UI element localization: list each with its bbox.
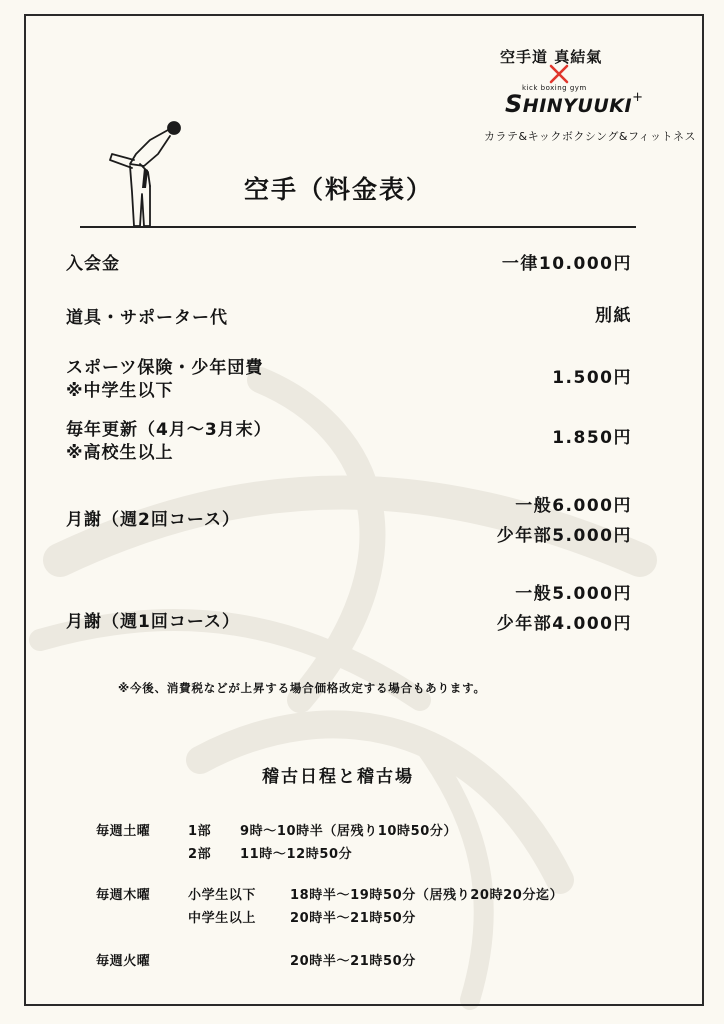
schedule-title: 稽古日程と稽古場 (262, 767, 414, 787)
schedule-thursday-time2: 20時半～21時50分 (290, 911, 416, 926)
fee-sublabel-insurance: ※中学生以下 (66, 381, 174, 401)
fee-label-monthly-2x: 月謝（週2回コース） (66, 510, 240, 530)
gym-subtitle: kick boxing gym (522, 84, 587, 92)
schedule-saturday-part1: 1部 (188, 824, 212, 839)
schedule-saturday-part2: 2部 (188, 847, 212, 862)
fee-price-renewal: 1.850円 (552, 428, 632, 448)
logo-plus: + (632, 90, 644, 105)
fee-label-monthly-1x: 月謝（週1回コース） (66, 612, 240, 632)
logo-initial: S (505, 90, 523, 118)
fee-price-enrollment: 一律10.000円 (501, 254, 632, 274)
schedule-saturday-time1: 9時～10時半（居残り10時50分） (240, 824, 458, 839)
fee-price-monthly-1x-junior: 少年部4.000円 (496, 614, 632, 634)
bowing-karateka-icon (104, 114, 190, 230)
logo-text: HINYUUKI (522, 95, 633, 117)
fee-price-equipment: 別紙 (595, 306, 632, 326)
schedule-day-saturday: 毎週土曜 (96, 824, 151, 839)
schedule-thursday-time1: 18時半～19時50分（居残り20時20分迄） (290, 888, 564, 903)
schedule-day-tuesday: 毎週火曜 (96, 954, 151, 969)
dojo-name: 空手道 真結氣 (500, 48, 603, 66)
fee-price-monthly-1x-general: 一般5.000円 (515, 584, 632, 604)
fee-label-equipment: 道具・サポーター代 (66, 308, 228, 328)
page-title: 空手（料金表） (244, 175, 434, 204)
fee-price-monthly-2x-general: 一般6.000円 (515, 496, 632, 516)
cross-icon (548, 64, 570, 84)
gym-logo (505, 90, 643, 118)
schedule-thursday-group1: 小学生以下 (188, 888, 257, 903)
fee-label-insurance: スポーツ保険・少年団費 (66, 358, 264, 378)
schedule-thursday-group2: 中学生以上 (188, 911, 257, 926)
schedule-saturday-time2: 11時～12時50分 (240, 847, 353, 862)
title-divider (80, 226, 636, 228)
schedule-tuesday-time: 20時半～21時50分 (290, 954, 416, 969)
schedule-day-thursday: 毎週木曜 (96, 888, 151, 903)
fee-price-monthly-2x-junior: 少年部5.000円 (496, 526, 632, 546)
price-change-note: ※今後、消費税などが上昇する場合価格改定する場合もあります。 (118, 681, 486, 695)
tagline: カラテ&キックボクシング&フィットネス (484, 130, 696, 143)
fee-sublabel-renewal: ※高校生以上 (66, 443, 174, 463)
fee-label-enrollment: 入会金 (66, 254, 120, 274)
fee-label-renewal: 毎年更新（4月～3月末） (66, 420, 272, 440)
fee-price-insurance: 1.500円 (552, 368, 632, 388)
